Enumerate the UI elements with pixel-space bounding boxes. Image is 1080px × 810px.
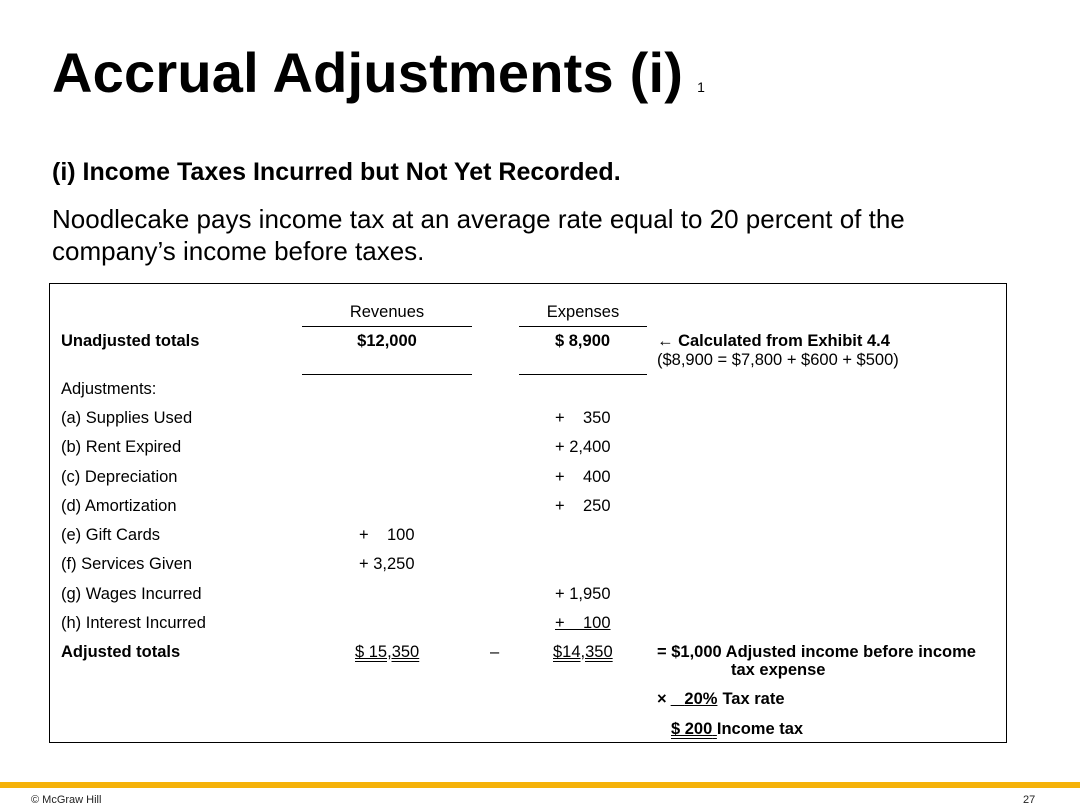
row-expense: + 350 xyxy=(555,409,611,427)
expenses-header-rule xyxy=(519,326,647,327)
tax-rate-label: Tax rate xyxy=(722,690,785,708)
copyright-text: © McGraw Hill xyxy=(31,794,102,806)
slide-subtitle: (i) Income Taxes Incurred but Not Yet Recorded. xyxy=(52,158,621,186)
expenses-total-rule xyxy=(519,374,647,375)
row-expense: + 250 xyxy=(555,497,611,515)
slide-title: Accrual Adjustments (i) 1 xyxy=(52,41,706,104)
adjusted-revenues: $ 15,350 xyxy=(355,643,420,661)
row-expense: + 100 xyxy=(555,614,611,632)
unadjusted-expenses: $ 8,900 xyxy=(555,332,611,350)
minus-sign: – xyxy=(490,643,500,661)
row-label: (f) Services Given xyxy=(61,555,193,573)
adjusted-expenses: $14,350 xyxy=(553,643,613,661)
page-number: 27 xyxy=(1023,794,1036,806)
row-label: (e) Gift Cards xyxy=(61,526,161,544)
row-label: (a) Supplies Used xyxy=(61,409,193,427)
row-expense: + 400 xyxy=(555,468,611,486)
revenues-header-rule xyxy=(302,326,472,327)
row-label: (c) Depreciation xyxy=(61,468,178,486)
revenues-header: Revenues xyxy=(349,303,425,321)
income-tax-value: $ 200 xyxy=(671,720,713,738)
adjusted-income-result-cont: tax expense xyxy=(731,661,826,679)
unadjusted-note: ← Calculated from Exhibit 4.4 xyxy=(657,332,890,350)
row-revenue: + 100 xyxy=(359,526,415,544)
slide-body-text: Noodlecake pays income tax at an average rate equal to 20 percent of the company’s income before taxes. xyxy=(52,204,905,266)
times-sign: × xyxy=(657,690,667,708)
title-footnote: 1 xyxy=(697,79,706,95)
income-tax-label: Income tax xyxy=(716,720,804,738)
tax-rate-value: 20% xyxy=(684,690,718,708)
tax-rate-line xyxy=(657,690,785,709)
footer-accent-bar xyxy=(0,782,1080,788)
row-expense: + 2,400 xyxy=(555,438,611,456)
unadjusted-note-formula: ($8,900 = $7,800 + $600 + $500) xyxy=(657,351,899,369)
unadjusted-revenues: $12,000 xyxy=(357,332,417,350)
expenses-header: Expenses xyxy=(546,303,620,321)
row-expense: + 1,950 xyxy=(555,585,611,603)
income-tax-line xyxy=(671,720,803,739)
row-label: (g) Wages Incurred xyxy=(61,585,202,603)
row-label: (d) Amortization xyxy=(61,497,177,515)
unadjusted-totals-label: Unadjusted totals xyxy=(61,332,200,350)
adjustment-table xyxy=(49,283,1007,743)
adjusted-totals-label: Adjusted totals xyxy=(61,643,181,661)
adjustments-label: Adjustments: xyxy=(61,380,157,398)
row-label: (b) Rent Expired xyxy=(61,438,182,456)
row-label: (h) Interest Incurred xyxy=(61,614,206,632)
row-revenue: + 3,250 xyxy=(359,555,415,573)
revenues-total-rule xyxy=(302,374,472,375)
adjusted-income-result: = $1,000 Adjusted income before income xyxy=(657,643,976,661)
